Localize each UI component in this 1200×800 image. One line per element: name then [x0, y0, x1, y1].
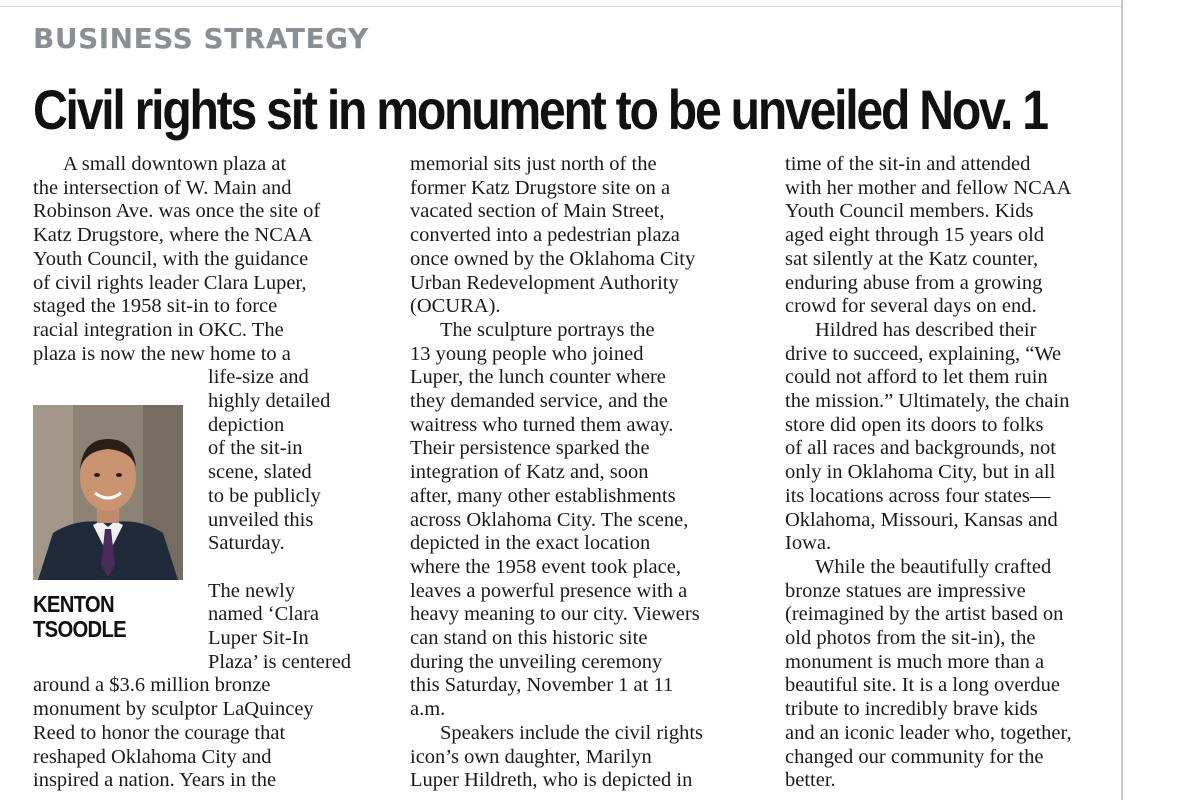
headline: Civil rights sit in monument to be unveiled Nov. 1: [33, 78, 1047, 141]
text-line: former Katz Drugstore site on a: [410, 176, 671, 199]
text-line: icon’s own daughter, Marilyn: [410, 745, 652, 768]
article-column-3: [785, 153, 1125, 793]
text-line: Oklahoma, Missouri, Kansas and: [785, 508, 1058, 531]
text-line: reshaped Oklahoma City and: [33, 745, 272, 768]
text-line: drive to succeed, explaining, “We: [785, 342, 1062, 365]
text-line: named ‘Clara: [208, 603, 319, 626]
text-line: The sculpture portrays the: [440, 318, 655, 341]
text-line: converted into a pedestrian plaza: [410, 224, 680, 247]
text-line: the intersection of W. Main and: [33, 176, 292, 199]
text-line: with her mother and fellow NCAA: [785, 176, 1072, 199]
text-line: beautiful site. It is a long overdue: [785, 674, 1060, 697]
text-line: integration of Katz and, soon: [410, 461, 649, 484]
text-line: (OCURA).: [410, 295, 501, 318]
text-line: enduring abuse from a growing: [785, 271, 1043, 294]
text-line: its locations across four states—: [785, 484, 1051, 507]
text-line: racial integration in OKC. The: [33, 318, 284, 341]
text-line: tribute to incredibly brave kids: [785, 698, 1038, 721]
text-line: Katz Drugstore, where the NCAA: [33, 224, 313, 247]
text-line: The newly: [208, 579, 296, 602]
text-line: Luper Hildreth, who is depicted in: [410, 769, 693, 792]
author-photo: [33, 405, 183, 580]
text-line: Plaza’ is centered: [208, 650, 352, 673]
text-line: While the beautifully crafted: [815, 555, 1052, 578]
text-line: after, many other establishments: [410, 484, 676, 507]
section-label: BUSINESS STRATEGY: [33, 22, 369, 55]
text-line: monument is much more than a: [785, 650, 1045, 673]
text-line: waitress who turned them away.: [410, 413, 674, 436]
top-rule: [0, 6, 1122, 7]
text-line: (reimagined by the artist based on: [785, 603, 1064, 626]
text-line: unveiled this: [208, 508, 314, 531]
text-line: time of the sit-in and attended: [785, 153, 1031, 175]
text-line: Reed to honor the courage that: [33, 721, 286, 744]
text-line: sat silently at the Katz counter,: [785, 247, 1039, 270]
text-line: Robinson Ave. was once the site of: [33, 200, 321, 223]
text-line: bronze statues are impressive: [785, 579, 1026, 602]
text-line: and an iconic leader who, together,: [785, 721, 1072, 744]
text-line: Iowa.: [785, 532, 832, 555]
text-line: monument by sculptor LaQuincey: [33, 698, 314, 721]
text-line: of civil rights leader Clara Luper,: [33, 271, 307, 294]
text-line: of all races and backgrounds, not: [785, 437, 1056, 460]
text-line: Saturday.: [208, 532, 285, 555]
text-line: store did open its doors to folks: [785, 413, 1044, 436]
author-portrait-icon: [33, 405, 183, 580]
text-line: inspired a nation. Years in the: [33, 769, 277, 792]
text-line: depicted in the exact location: [410, 532, 651, 555]
text-line: the mission.” Ultimately, the chain: [785, 390, 1070, 413]
text-line: across Oklahoma City. The scene,: [410, 508, 689, 531]
author-first-name: KENTON: [33, 591, 114, 617]
text-line: Hildred has described their: [815, 318, 1037, 341]
text-line: vacated section of Main Street,: [410, 200, 665, 223]
text-line: A small downtown plaza at: [63, 153, 287, 175]
text-line: where the 1958 event took place,: [410, 555, 681, 578]
text-line: plaza is now the new home to a: [33, 342, 291, 365]
text-line: heavy meaning to our city. Viewers: [410, 603, 700, 626]
text-line: to be publicly: [208, 484, 321, 507]
text-line: old photos from the sit-in), the: [785, 627, 1036, 650]
text-line: scene, slated: [208, 461, 312, 484]
text-line: a.m.: [410, 698, 446, 721]
text-line: Youth Council, with the guidance: [33, 247, 309, 270]
text-line: changed our community for the: [785, 745, 1044, 768]
text-line: can stand on this historic site: [410, 627, 648, 650]
article-column-2: [410, 153, 755, 793]
text-line: around a $3.6 million bronze: [33, 674, 271, 697]
text-line: aged eight through 15 years old: [785, 224, 1045, 247]
text-line: Speakers include the civil rights: [440, 721, 704, 744]
text-line: crowd for several days on end.: [785, 295, 1037, 318]
text-line: only in Oklahoma City, but in all: [785, 461, 1056, 484]
text-line: could not afford to let them ruin: [785, 366, 1048, 389]
text-line: Urban Redevelopment Authority: [410, 271, 679, 294]
text-line: 13 young people who joined: [410, 342, 644, 365]
text-line: highly detailed: [208, 390, 331, 413]
text-line: depiction: [208, 413, 285, 436]
text-line: this Saturday, November 1 at 11: [410, 674, 674, 697]
text-line: better.: [785, 769, 836, 792]
text-line: Luper, the lunch counter where: [410, 366, 666, 389]
text-line: staged the 1958 sit-in to force: [33, 295, 278, 318]
text-line: life-size and: [208, 366, 309, 389]
text-line: Their persistence sparked the: [410, 437, 650, 460]
text-line: Youth Council members. Kids: [785, 200, 1034, 223]
text-line: of the sit-in: [208, 437, 303, 460]
text-line: memorial sits just north of the: [410, 153, 657, 175]
author-byline: [33, 592, 126, 642]
text-line: once owned by the Oklahoma City: [410, 247, 696, 270]
text-line: during the unveiling ceremony: [410, 650, 663, 673]
text-line: Luper Sit-In: [208, 627, 309, 650]
text-line: they demanded service, and the: [410, 390, 668, 413]
author-last-name: TSOODLE: [33, 616, 126, 642]
text-line: leaves a powerful presence with a: [410, 579, 688, 602]
